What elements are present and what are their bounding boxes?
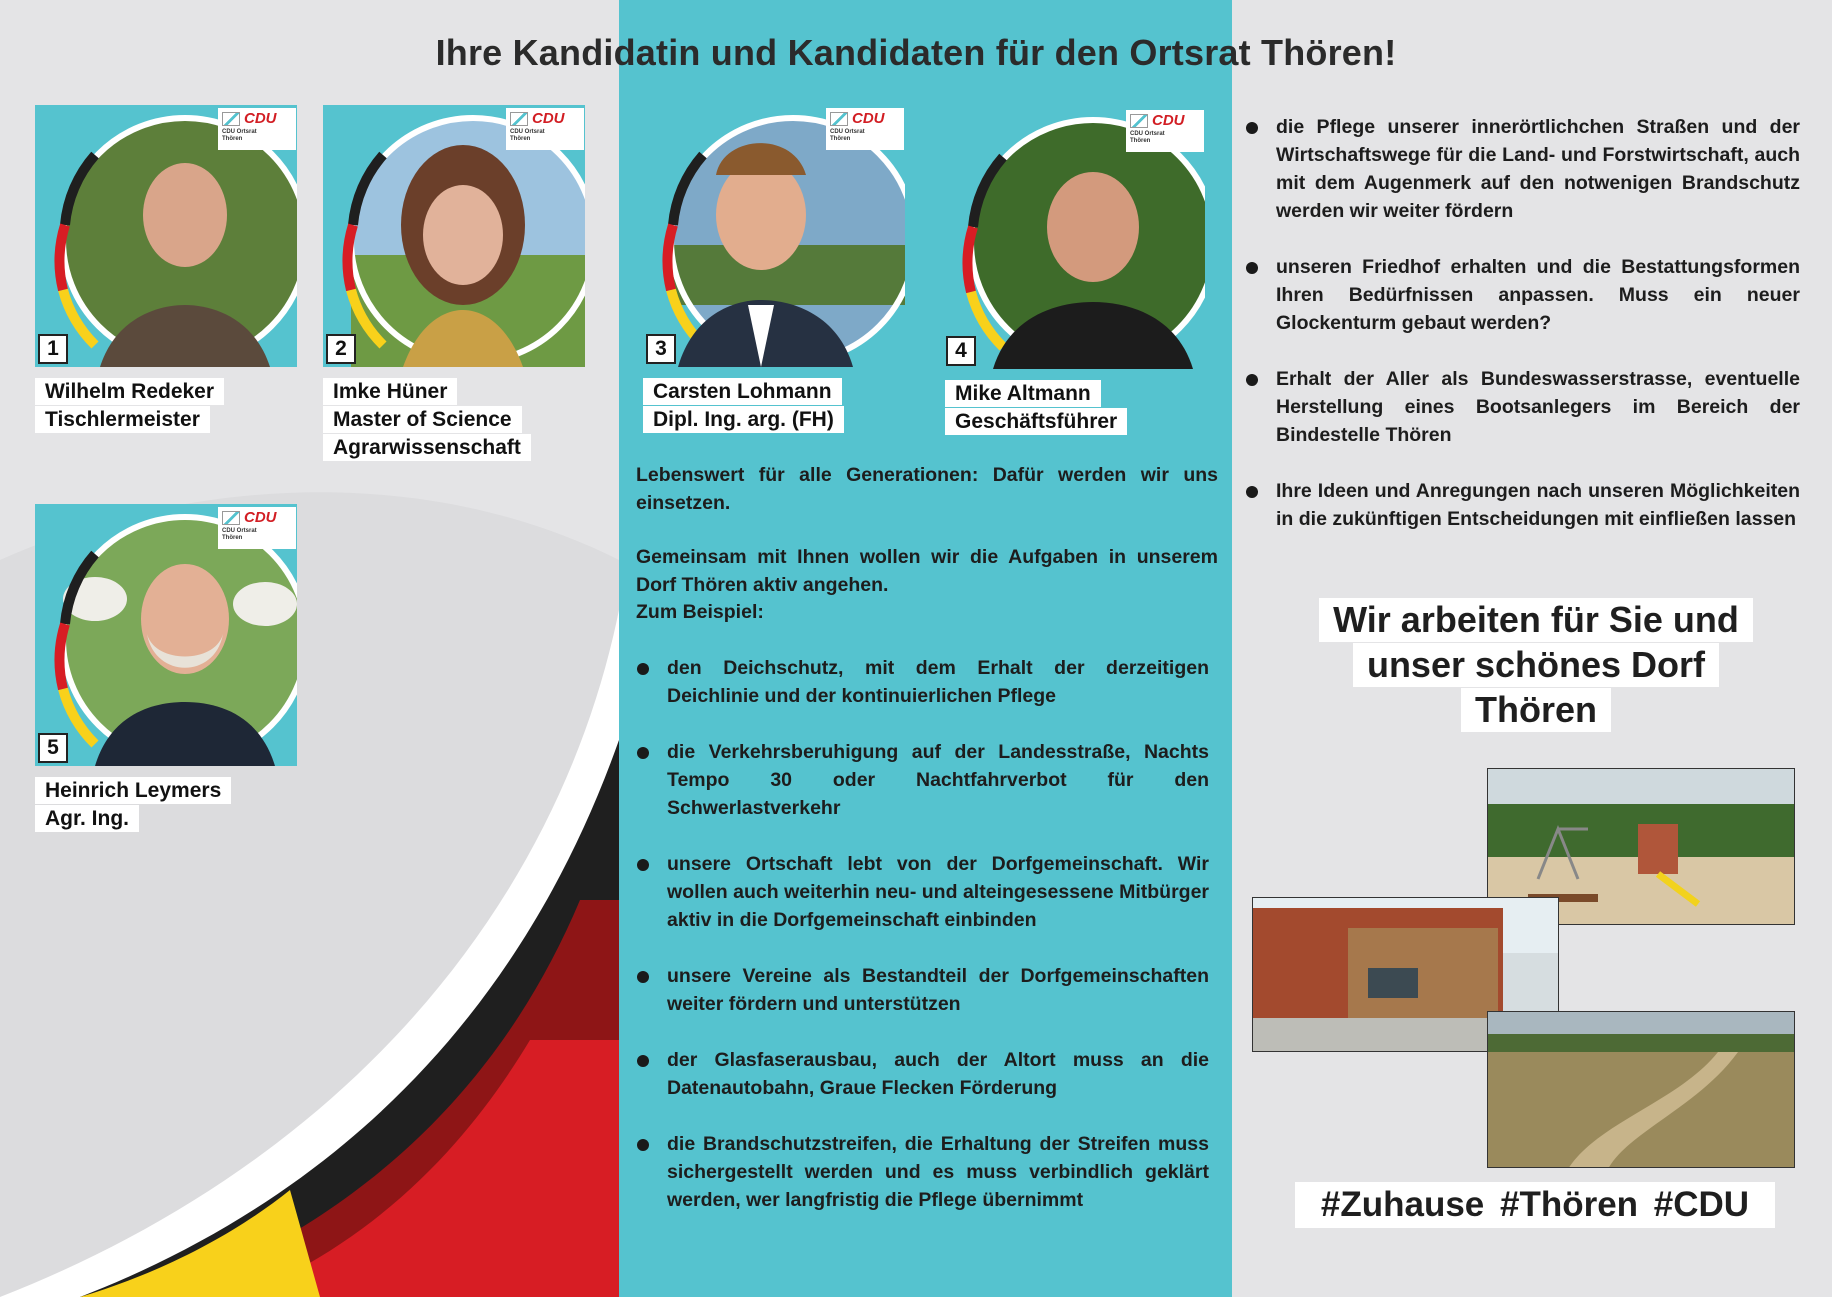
- intro-paragraph-1: Lebenswert für alle Generationen: Dafür werden wir uns einsetzen.: [636, 464, 1218, 514]
- intro-text: [636, 462, 1218, 654]
- candidate-number-3: 3: [646, 334, 676, 364]
- list-item: die Verkehrsberuhigung auf der Landesstraße, Nachts Tempo 30 oder Nachtfahrverbot für den Schwerlastverkehr: [637, 738, 1209, 822]
- hashtags: #Zuhause #Thören #CDU: [1295, 1182, 1775, 1228]
- bullet-icon: [1246, 262, 1258, 274]
- bullet-icon: [637, 1139, 649, 1151]
- meadow-path-photo: [1487, 1011, 1795, 1168]
- list-item: die Brandschutzstreifen, die Erhaltung der Streifen muss sichergestellt werden und es muss verbindlich geklärt werden, wer langfristig die Pflege übernimmt: [637, 1130, 1209, 1214]
- list-item: Erhalt der Aller als Bundeswasserstrasse, eventuelle Herstellung eines Bootsanlegers im Bereich der Bindestelle Thören: [1246, 365, 1800, 449]
- candidate-label-4: Mike Altmann Geschäftsführer: [945, 379, 1127, 435]
- candidate-photo-3: [643, 105, 905, 367]
- cdu-logo: CDU CDU Ortsrat Thören: [218, 108, 296, 150]
- candidate-label-2: Imke Hüner Master of Science Agrarwissenschaft: [323, 377, 531, 461]
- bullet-icon: [637, 747, 649, 759]
- list-item: den Deichschutz, mit dem Erhalt der derzeitigen Deichlinie und der kontinuierlichen Pflege: [637, 654, 1209, 710]
- slogan: Wir arbeiten für Sie und unser schönes Dorf Thören: [1280, 598, 1792, 733]
- bullet-icon: [1246, 122, 1258, 134]
- candidate-number-4: 4: [946, 336, 976, 366]
- bullet-icon: [637, 1055, 649, 1067]
- bullet-icon: [1246, 486, 1258, 498]
- candidate-number-1: 1: [38, 334, 68, 364]
- middle-goals-list: [637, 654, 1209, 1242]
- candidate-label-5: Heinrich Leymers Agr. Ing.: [35, 776, 231, 832]
- candidate-label-3: Carsten Lohmann Dipl. Ing. arg. (FH): [643, 377, 844, 433]
- page-title: Ihre Kandidatin und Kandidaten für den Ortsrat Thören!: [435, 32, 1397, 73]
- candidate-photo-1: [35, 105, 297, 367]
- list-item: die Pflege unserer innerörtlichchen Straßen und der Wirtschaftswege für die Land- und Forstwirtschaft, auch mit dem Augenmerk auf den notwenigen Brandschutz werden wir weiter fördern: [1246, 113, 1800, 225]
- list-item: unsere Ortschaft lebt von der Dorfgemeinschaft. Wir wollen auch weiterhin neu- und alteingesessene Mitbürger aktiv in die Dorfgemeinschaft einbinden: [637, 850, 1209, 934]
- candidate-number-5: 5: [38, 733, 68, 763]
- candidate-number-2: 2: [326, 334, 356, 364]
- intro-paragraph-2: Gemeinsam mit Ihnen wollen wir die Aufgaben in unserem Dorf Thören aktiv angehen.: [636, 546, 1218, 596]
- candidate-photo-2: [323, 105, 585, 367]
- candidate-photo-4: [943, 107, 1205, 369]
- bullet-icon: [637, 971, 649, 983]
- candidate-photo-5: [35, 504, 297, 766]
- list-item: unseren Friedhof erhalten und die Bestattungsformen Ihren Bedürfnissen anpassen. Muss ein neuer Glockenturm gebaut werden?: [1246, 253, 1800, 337]
- intro-paragraph-3: Zum Beispiel:: [636, 601, 764, 623]
- list-item: der Glasfaserausbau, auch der Altort muss an die Datenautobahn, Graue Flecken Förderung: [637, 1046, 1209, 1102]
- right-goals-list: [1246, 113, 1800, 561]
- bullet-icon: [1246, 374, 1258, 386]
- list-item: unsere Vereine als Bestandteil der Dorfgemeinschaften weiter fördern und unterstützen: [637, 962, 1209, 1018]
- cdu-logo: CDU CDU Ortsrat Thören: [1126, 110, 1204, 152]
- cdu-logo: CDU CDU Ortsrat Thören: [506, 108, 584, 150]
- candidate-label-1: Wilhelm Redeker Tischlermeister: [35, 377, 224, 433]
- list-item: Ihre Ideen und Anregungen nach unseren Möglichkeiten in die zukünftigen Entscheidungen mit einfließen lassen: [1246, 477, 1800, 533]
- bullet-icon: [637, 859, 649, 871]
- cdu-logo: CDU CDU Ortsrat Thören: [218, 507, 296, 549]
- cdu-logo: CDU CDU Ortsrat Thören: [826, 108, 904, 150]
- bullet-icon: [637, 663, 649, 675]
